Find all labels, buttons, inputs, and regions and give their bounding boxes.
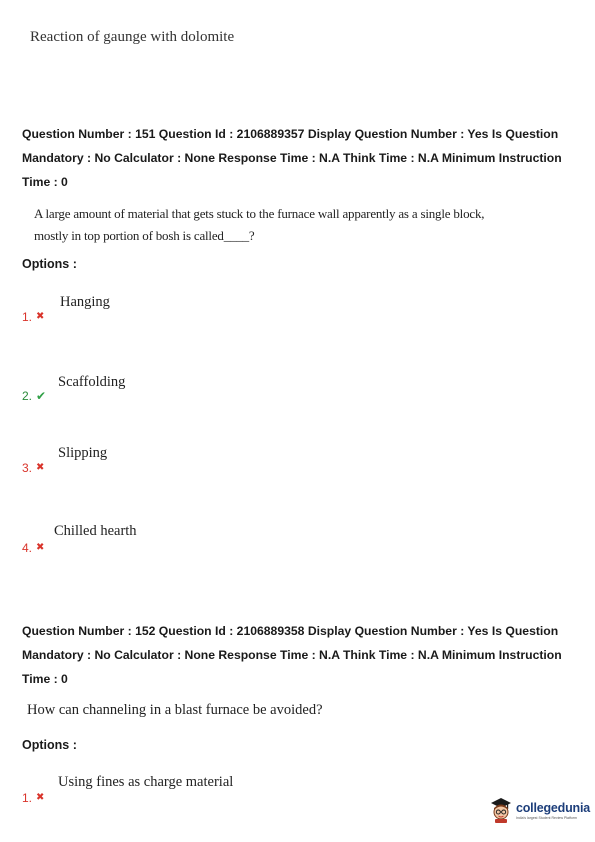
question-text-line: A large amount of material that gets stuck to the furnace wall apparently as a single block, — [34, 206, 485, 221]
cross-icon: ✖ — [36, 462, 45, 473]
question-text-line: How can channeling in a blast furnace be avoided? — [27, 702, 323, 718]
logo-name: collegedunia — [516, 800, 591, 815]
cross-icon: ✖ — [36, 311, 45, 322]
option-number — [22, 541, 44, 555]
option-text: Scaffolding — [58, 374, 126, 390]
collegedunia-logo — [490, 797, 590, 823]
option-number — [22, 461, 44, 475]
cross-icon: ✖ — [36, 792, 45, 803]
cross-icon: ✖ — [36, 542, 45, 553]
check-icon: ✔ — [36, 389, 47, 403]
meta-line: Time : 0 — [22, 175, 68, 189]
logo-tagline: India's largest Student Review Platform — [516, 815, 577, 820]
option-text: Slipping — [58, 445, 108, 461]
option-number — [22, 389, 46, 403]
meta-line: Question Number : 152 Question Id : 2106889358 Display Question Number : Yes Is Question — [22, 624, 559, 638]
question-text — [34, 203, 579, 247]
option-number-label: 3. — [22, 461, 33, 475]
question-text-line: mostly in top portion of bosh is called____? — [34, 228, 255, 243]
option-number-label: 2. — [22, 389, 33, 403]
question-meta — [22, 122, 587, 194]
options-label: Options : — [22, 257, 77, 271]
student-mascot-icon — [490, 797, 512, 823]
options-label: Options : — [22, 738, 77, 752]
option-text: Chilled hearth — [54, 523, 137, 539]
question-text — [27, 699, 323, 721]
question-meta — [22, 619, 587, 691]
previous-question-text: Reaction of gaunge with dolomite — [30, 29, 235, 45]
option-number-label: 1. — [22, 791, 33, 805]
meta-line: Question Number : 151 Question Id : 2106889357 Display Question Number : Yes Is Question — [22, 127, 559, 141]
option-number — [22, 791, 44, 805]
option-number-label: 4. — [22, 541, 33, 555]
meta-line: Time : 0 — [22, 672, 68, 686]
meta-line: Mandatory : No Calculator : None Response Time : N.A Think Time : N.A Minimum Instruction — [22, 151, 562, 165]
option-number-label: 1. — [22, 310, 33, 324]
option-text: Using fines as charge material — [58, 774, 234, 790]
option-number — [22, 310, 44, 324]
meta-line: Mandatory : No Calculator : None Response Time : N.A Think Time : N.A Minimum Instruction — [22, 648, 562, 662]
option-text: Hanging — [60, 294, 110, 310]
